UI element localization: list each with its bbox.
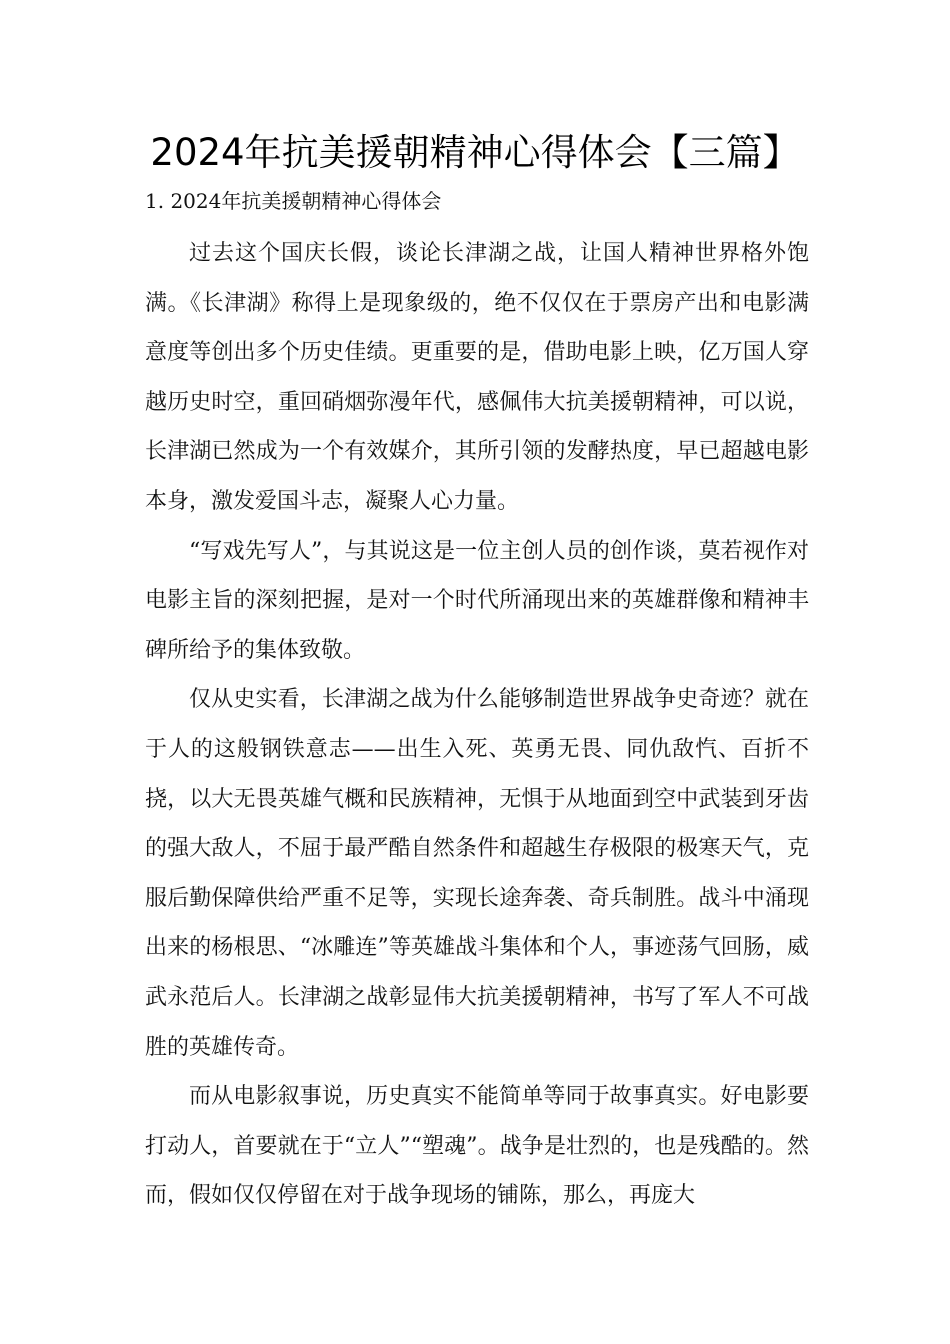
document-title: 2024年抗美援朝精神心得体会【三篇】 <box>150 131 800 174</box>
paragraph: “写戏先写人”，与其说这是一位主创人员的创作谈，莫若视作对电影主旨的深刻把握，是对一个时代所涌现出来的英雄群像和精神丰碑所给予的集体致敬。 <box>145 538 809 663</box>
paragraph: 过去这个国庆长假，谈论长津湖之战，让国人精神世界格外饱满。《长津湖》称得上是现象级的，绝不仅仅在于票房产出和电影满意度等创出多个历史佳绩。更重要的是，借助电影上映，亿万国人穿越历史时空，重回硝烟弥漫年代，感佩伟大抗美援朝精神，可以说，长津湖已然成为一个有效媒介，其所引领的发酵热度，早已超越电影本身，激发爱国斗志，凝聚人心力量。 <box>145 241 809 514</box>
paragraph: 而从电影叙事说，历史真实不能简单等同于故事真实。好电影要打动人，首要就在于“立人”“塑魂”。战争是壮烈的，也是残酷的。然而，假如仅仅停留在对于战争现场的铺陈，那么，再庞大 <box>145 1084 809 1209</box>
document-body <box>145 229 809 1221</box>
paragraph: 仅从史实看，长津湖之战为什么能够制造世界战争史奇迹？就在于人的这般钢铁意志——出生入死、英勇无畏、同仇敌忾、百折不挠，以大无畏英雄气概和民族精神，无惧于从地面到空中武装到牙齿的强大敌人，不屈于最严酷自然条件和超越生存极限的极寒天气，克服后勤保障供给严重不足等，实现长途奔袭、奇兵制胜。战斗中涌现出来的杨根思、“冰雕连”等英雄战斗集体和个人，事迹荡气回肠，威武永范后人。长津湖之战彰显伟大抗美援朝精神，书写了军人不可战胜的英雄传奇。 <box>145 687 809 1060</box>
section-heading: 1. 2024年抗美援朝精神心得体会 <box>145 189 442 213</box>
